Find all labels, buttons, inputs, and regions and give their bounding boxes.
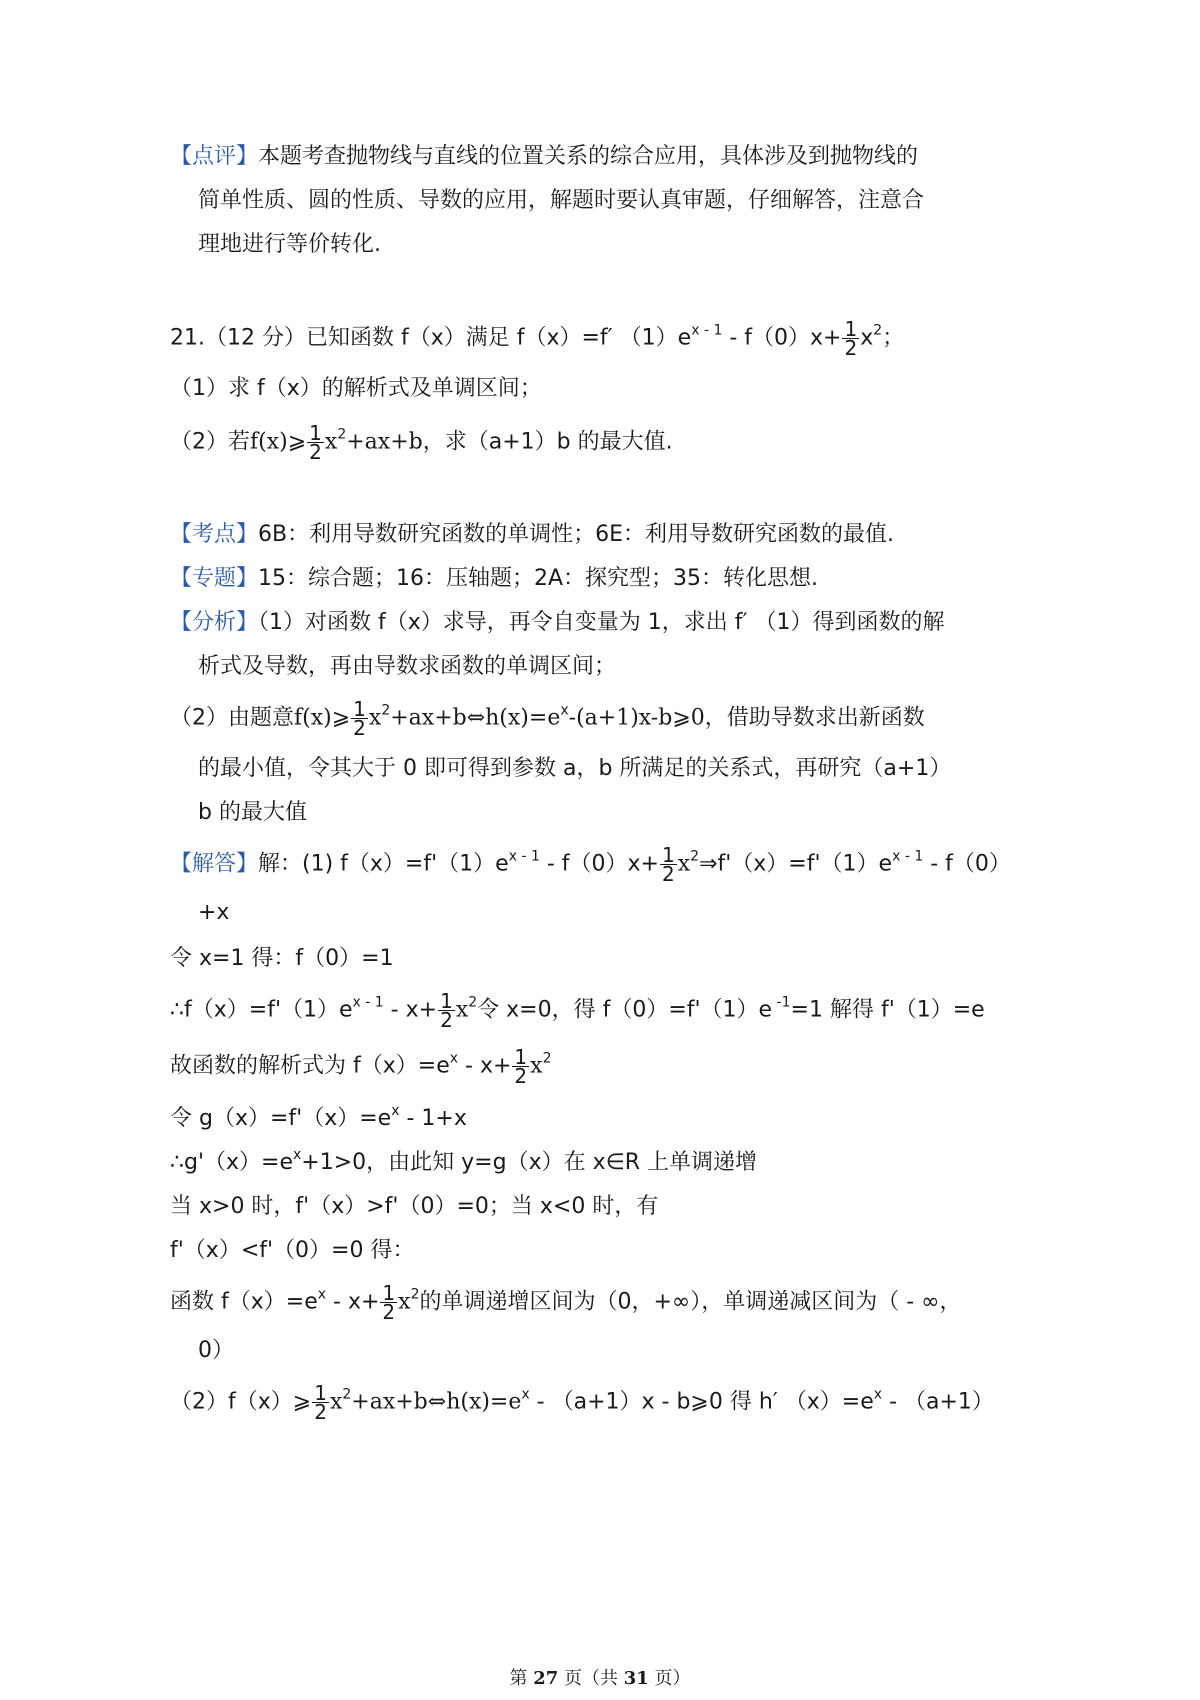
review-line-2: 简单性质、圆的性质、导数的应用，解题时要认真审题，仔细解答，注意合 xyxy=(198,188,925,213)
fenxi-line-2: 析式及导数，再由导数求函数的单调区间； xyxy=(198,654,617,679)
page-number: 27 xyxy=(533,1668,559,1689)
jieda-line-1: 【解答】解：(1) $f(x)=f'(1)e^{x - 1} - f(0)x+$ $\frac{1}{2}$ $x^2\Rightarrow f'(x)=f'(1)e^{x - 1} - f(0)$ xyxy=(170,843,1011,886)
jieda-line-8: 当 x>0 时，f'（x）>f'（0）=0；当 x<0 时，有 xyxy=(170,1194,659,1219)
review-line-3: 理地进行等价转化. xyxy=(198,232,381,257)
fraction-half: $\frac{1}{2}$ xyxy=(382,1281,396,1324)
fenxi-line-1: 【分析】（1）对函数 f（x）求导，再令自变量为 1，求出 f′ （1）得到函数的解 xyxy=(170,610,945,635)
fenxi-tag: 【分析】 xyxy=(170,610,259,635)
problem-part-1: （1）求 f（x）的解析式及单调区间； xyxy=(170,376,542,401)
zhuanti-tag: 【专题】 xyxy=(170,566,259,591)
problem-stem: 21.（12 分）已知函数 f（x）满足 f（x）=f′ $(1)e^{x - 1} - f(0)x+$ $\frac{1}{2}$ $x^2$； xyxy=(170,317,905,360)
jieda-line-5: 故函数的解析式为 $f(x)=e^x - x+$ $\frac{1}{2}$ $x^2$ xyxy=(170,1045,552,1088)
zhuanti-line: 【专题】15：综合题；16：压轴题；2A：探究型；35：转化思想. xyxy=(170,566,819,591)
fraction-half: $\frac{1}{2}$ xyxy=(844,317,858,360)
review-line-1 xyxy=(170,142,918,172)
fraction-half: $\frac{1}{2}$ xyxy=(440,989,453,1032)
jieda-line-11: 0） xyxy=(198,1338,234,1363)
jieda-line-6: 令 $g(x)=f'(x)=e^x - 1+x$ xyxy=(170,1103,467,1131)
fenxi-line-4: 的最小值，令其大于 0 即可得到参数 a，b 所满足的关系式，再研究（a+1） xyxy=(198,756,952,781)
fraction-half: $\frac{1}{2}$ xyxy=(314,1381,327,1424)
page-footer: 第 27 页（共 31 页） xyxy=(509,1668,691,1689)
fraction-half: $\frac{1}{2}$ xyxy=(309,421,322,464)
jieda-line-9: f'（x）<f'（0）=0 得： xyxy=(170,1238,415,1263)
jieda-line-3: 令 x=1 得：f（0）=1 xyxy=(170,946,394,971)
review-text-1: 本题考查抛物线与直线的位置关系的综合应用，具体涉及到抛物线的 xyxy=(258,144,919,169)
kaodian-line: 【考点】6B：利用导数研究函数的单调性；6E：利用导数研究函数的最值. xyxy=(170,522,894,547)
fenxi-line-5: b 的最大值 xyxy=(198,800,307,825)
fenxi-line-3: （2）由题意f(x)⩾ $\frac{1}{2}$ $x^2+ax+b\Leftrightarrow h(x)=e^x-(a+1)x-b⩾0$，借助导数求出新函数 xyxy=(170,697,925,740)
fraction-half: $\frac{1}{2}$ xyxy=(661,843,675,886)
jieda-line-10: 函数 $f(x)=e^x - x+$ $\frac{1}{2}$ $x^2$的单调递增区间为（0，+∞），单调递减区间为（ - ∞， xyxy=(170,1281,962,1324)
jieda-line-7: $\therefore g'(x)=e^x+1>0$，由此知 y=g（x）在 x∈R 上单调递增 xyxy=(170,1147,758,1175)
fraction-half: $\frac{1}{2}$ xyxy=(353,697,366,740)
kaodian-tag: 【考点】 xyxy=(170,522,259,547)
fraction-half: $\frac{1}{2}$ xyxy=(514,1045,528,1088)
page-total: 31 xyxy=(623,1668,649,1689)
review-tag: 【点评】 xyxy=(170,144,259,169)
problem-part-2: （2）若f(x)⩾ $\frac{1}{2}$ $x^2+ax+b$，求（a+1）b 的最大值. xyxy=(170,421,673,464)
jieda-line-2: +x xyxy=(198,900,230,925)
jieda-tag: 【解答】 xyxy=(170,851,259,877)
jieda-line-12: （2）f（x）⩾ $\frac{1}{2}$ $x^2+ax+b\Leftrightarrow h(x)=e^x - (a+1)x$ - b⩾0 得 h′ $(x)=e^x - (a+1)$ xyxy=(170,1381,994,1424)
jieda-line-4: $\therefore f(x)=f'(1)e^{x - 1} - x+$ $\frac{1}{2}$ $x^2$令 x=0，得 f（0）=f'（1）e $^{-1}$=1 解得 f'（1）=e xyxy=(170,989,985,1032)
